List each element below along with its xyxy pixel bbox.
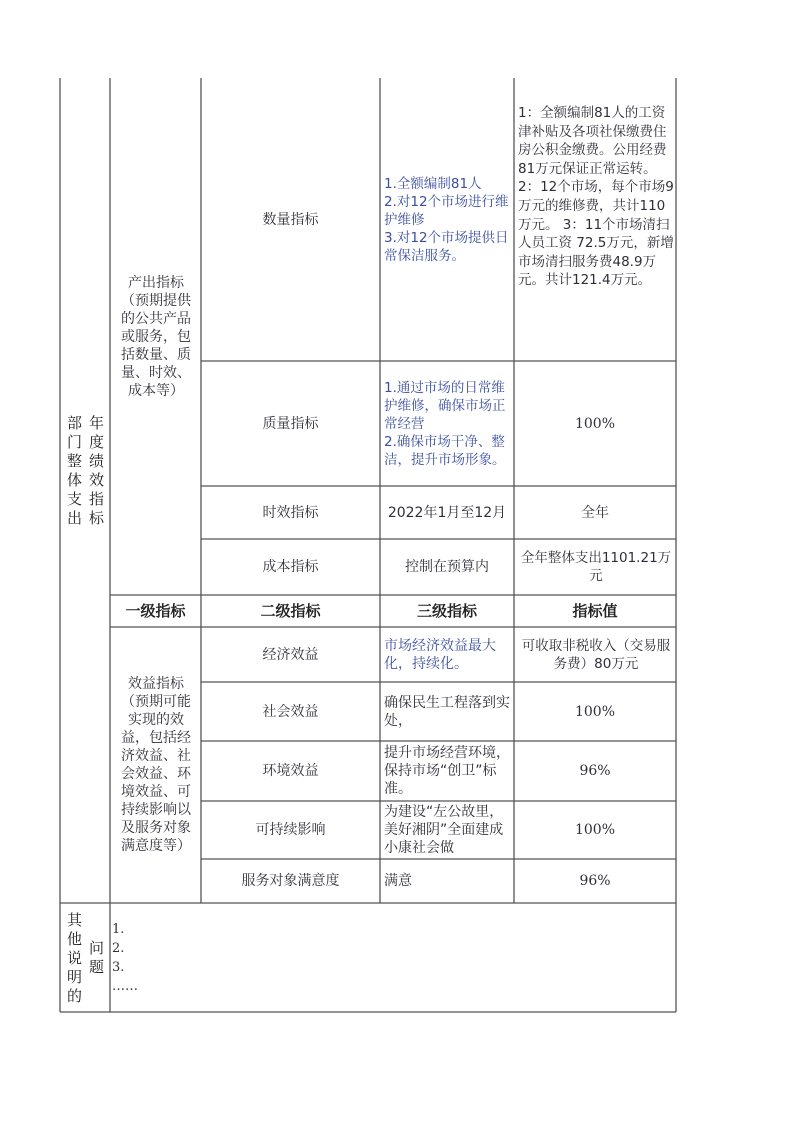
tertiary-line: 1.全额编制81人 <box>384 175 482 192</box>
notes-label-char: 明 <box>66 967 83 986</box>
side-label-inner <box>86 411 108 531</box>
secondary-timeliness: 时效指标 <box>262 504 319 521</box>
value-social: 100% <box>574 703 616 720</box>
value-cost: 全年整体支出1101.21万元 <box>520 550 672 584</box>
other-notes-label-left <box>64 910 86 1006</box>
side-char: 部 <box>66 414 83 432</box>
secondary-satisfaction: 服务对象满意度 <box>241 873 340 889</box>
side-label-outer <box>64 411 86 531</box>
side-char: 体 <box>66 471 83 489</box>
tertiary-timeliness: 2022年1月至12月 <box>387 504 507 521</box>
tertiary-sustainability: 为建设“左公故里，美好湘阴”全面建成小康社会做 <box>384 804 504 856</box>
notes-label-char: 题 <box>88 958 105 976</box>
secondary-sustainability: 可持续影响 <box>255 822 326 838</box>
side-char: 度 <box>88 433 105 451</box>
notes-line: …… <box>112 979 138 994</box>
header-level1: 一级指标 <box>125 602 186 620</box>
side-char: 标 <box>88 509 105 527</box>
notes-label-char: 的 <box>66 986 83 1005</box>
value-economic: 可收取非税收入（交易服务费）80万元 <box>521 637 671 672</box>
tertiary-cost: 控制在预算内 <box>405 559 489 575</box>
secondary-quantity: 数量指标 <box>262 211 319 228</box>
tertiary-satisfaction: 满意 <box>384 873 412 889</box>
notes-line: 2. <box>112 941 125 956</box>
tertiary-economic: 市场经济效益最大化，持续化。 <box>384 637 496 672</box>
tertiary-line: 2.对12个市场进行维护维修 <box>384 193 509 228</box>
secondary-social: 社会效益 <box>262 703 319 720</box>
header-level2: 二级指标 <box>260 602 321 620</box>
tertiary-line: 3.对12个市场提供日常保洁服务。 <box>384 229 509 264</box>
secondary-cost: 成本指标 <box>262 559 319 575</box>
value-environment: 96% <box>579 763 611 779</box>
tertiary-quantity <box>384 78 512 361</box>
side-char: 指 <box>88 490 105 508</box>
notes-label-char: 说 <box>66 948 83 967</box>
tertiary-environment: 提升市场经营环境，保持市场“创卫”标准。 <box>384 745 510 797</box>
tertiary-line: 1.通过市场的日常维护维修，确保市场正常经营 <box>384 379 506 432</box>
notes-line: 3. <box>112 960 125 975</box>
header-level3: 三级指标 <box>416 602 477 620</box>
notes-line: 1. <box>112 922 125 937</box>
tertiary-social: 确保民生工程落到实处， <box>384 694 510 729</box>
secondary-quality: 质量指标 <box>262 415 319 432</box>
side-char: 效 <box>88 471 105 489</box>
value-timeliness: 全年 <box>581 504 609 521</box>
other-notes-list <box>112 920 138 996</box>
output-category-label: 产出指标（预期提供的公共产品或服务，包括数量、质量、时效、成本等） <box>121 274 191 399</box>
side-char: 整 <box>66 452 83 470</box>
notes-label-char: 问 <box>88 939 105 957</box>
secondary-economic: 经济效益 <box>262 646 319 663</box>
notes-label-char: 其 <box>66 910 83 929</box>
value-quality: 100% <box>574 415 616 432</box>
side-char: 年 <box>88 414 105 432</box>
side-char: 支 <box>66 490 83 508</box>
side-char: 出 <box>66 509 83 527</box>
other-notes-label-right <box>86 936 108 980</box>
notes-label-char: 他 <box>66 929 83 948</box>
benefit-category-label: 效益指标（预期可能实现的效益，包括经济效益、社会效益、环境效益、可持续影响以及服务对象满意度等） <box>121 676 191 854</box>
secondary-environment: 环境效益 <box>262 763 319 779</box>
header-value: 指标值 <box>572 602 618 620</box>
value-quantity: 1：全额编制81人的工资津补贴及各项社保缴费住房公积金缴费。公用经费81万元保证正常运转。 2：12个市场，每个市场9万元的维修费，共计110万元。 3：11个市场清扫人员工资 72.5万元，新增市场清扫服务费48.9万元。共计121.4万元。 <box>518 105 674 289</box>
side-char: 门 <box>66 433 83 451</box>
value-satisfaction: 96% <box>579 873 611 889</box>
tertiary-quality <box>384 361 512 486</box>
side-char: 绩 <box>88 452 105 470</box>
tertiary-line: 2.确保市场干净、整洁，提升市场形象。 <box>384 433 506 468</box>
value-sustainability: 100% <box>574 822 616 838</box>
